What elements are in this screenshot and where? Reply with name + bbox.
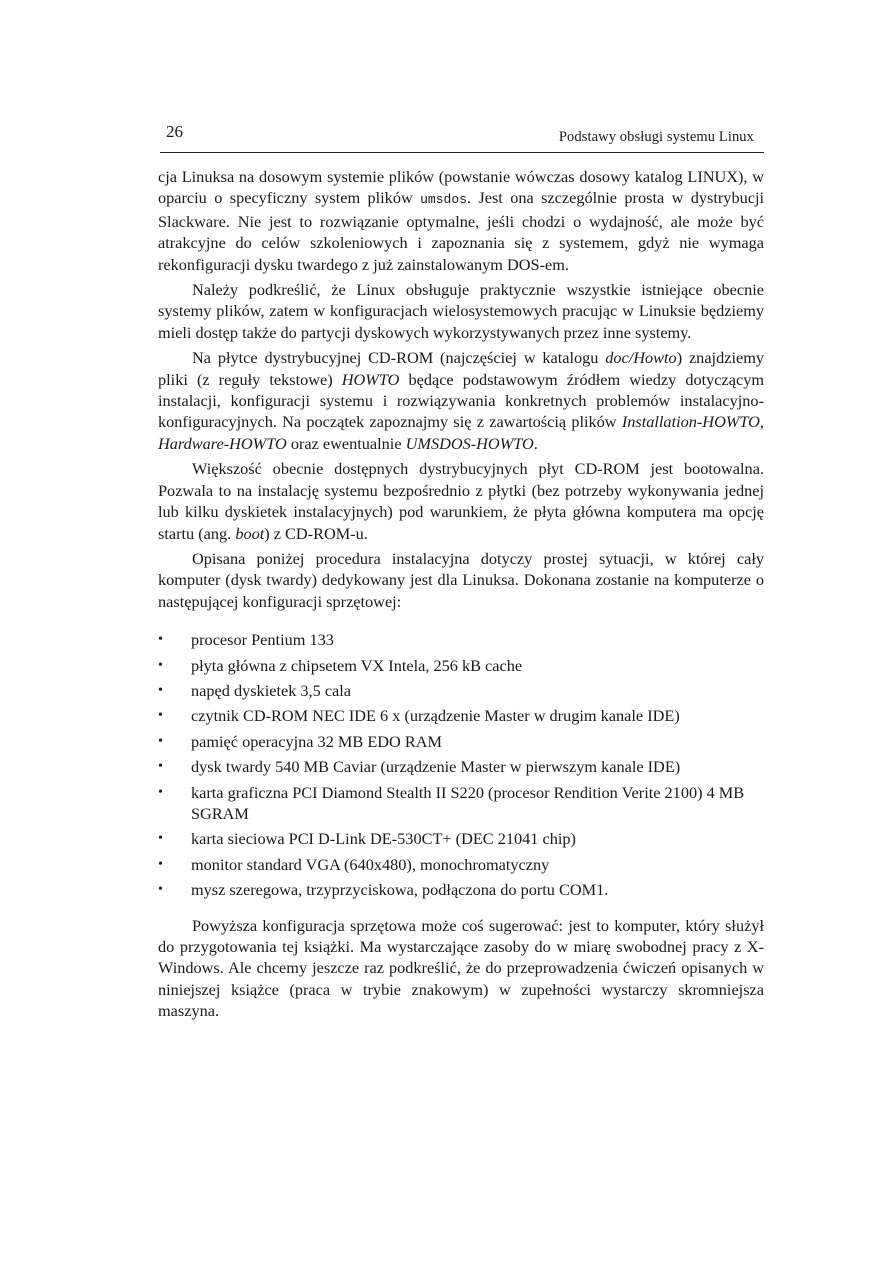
hardware-list — [158, 629, 764, 900]
boot-term: boot — [235, 523, 265, 543]
path-term: doc/Howto — [605, 348, 677, 368]
paragraph-6: Powyższa konfiguracja sprzętowa może coś sugerować: jest to komputer, który służył do przygotowania tej książki. Ma wystarczające zasoby do w miarę swobodnej pracy z X-Windows. Ale chcemy jeszcze raz podkreślić, że do przeprowadzenia ćwiczeń opisanych w niniejszej książce (praca w trybie znakowym) w zupełności wystarczy skromniejsza maszyna. — [158, 915, 764, 1021]
list-item: • mysz szeregowa, trzyprzyciskowa, podłączona do portu COM1. — [158, 880, 609, 900]
paragraph-3: Na płytce dystrybucyjnej CD-ROM (najczęściej w katalogu doc/Howto) znajdziemy pliki (z reguły tekstowe) HOWTO będące podstawowym źródłem wiedzy dotyczącym instalacji, konfiguracji systemu i rozwiązywania konkretnych problemów instalacyjno-konfiguracyjnych. Na początek zapoznajmy się z zawartością plików Installation-HOWTO, Hardware-HOWTO oraz ewentualnie UMSDOS-HOWTO. — [158, 348, 765, 453]
howto-term: HOWTO — [341, 369, 400, 389]
list-item: • monitor standard VGA (640x480), monochromatyczny — [158, 854, 550, 874]
list-item: • dysk twardy 540 MB Caviar (urządzenie Master w pierwszym kanale IDE) — [158, 757, 681, 777]
bullet-icon: • — [158, 632, 163, 648]
list-item: • czytnik CD-ROM NEC IDE 6 x (urządzenie Master w drugim kanale IDE) — [158, 706, 680, 726]
bullet-icon: • — [158, 682, 163, 698]
bullet-icon: • — [158, 831, 163, 847]
paragraph-5: Opisana poniżej procedura instalacyjna dotyczy prostej sytuacji, w której cały komputer (dysk twardy) dedykowany jest dla Linuksa. Dokonana zostanie na komputerze o następującej konfiguracji sprzętowej: — [158, 548, 764, 611]
list-item: • procesor Pentium 133 — [158, 630, 334, 650]
page-header — [160, 120, 764, 153]
bullet-icon: • — [158, 784, 163, 800]
list-item: • płyta główna z chipsetem VX Intela, 256 kB cache — [158, 655, 523, 675]
bullet-icon: • — [158, 759, 163, 775]
bullet-icon: • — [158, 657, 163, 673]
running-title: Podstawy obsługi systemu Linux — [558, 129, 754, 145]
list-item: • napęd dyskietek 3,5 cala — [158, 680, 352, 700]
list-item: • karta sieciowa PCI D-Link DE-530CT+ (DEC 21041 chip) — [158, 829, 576, 849]
bullet-icon: • — [158, 733, 163, 749]
bullet-icon: • — [158, 708, 163, 724]
code-term: umsdos — [420, 192, 467, 208]
list-item: • pamięć operacyjna 32 MB EDO RAM — [158, 731, 442, 751]
paragraph-4: Większość obecnie dostępnych dystrybucyjnych płyt CD-ROM jest bootowalna. Pozwala to na instalację systemu bezpośrednio z płytki (bez potrzeby wykonywania jednej lub kilku dyskietek instalacyjnych) pod warunkiem, że płyta główna komputera ma opcję startu (ang. boot) z CD-ROM-u. — [158, 459, 764, 543]
installation-howto-term: Installation-HOWTO — [621, 412, 760, 432]
page-body — [158, 166, 764, 1022]
bullet-icon: • — [158, 856, 163, 872]
bullet-icon: • — [158, 882, 163, 898]
umsdos-howto-term: UMSDOS-HOWTO — [405, 433, 534, 453]
paragraph-1: cja Linuksa na dosowym systemie plików (powstanie wówczas dosowy katalog LINUX), w oparciu o specyficzny system plików umsdos. Jest ona szczególnie prosta w dystrybucji Slackware. Nie jest to rozwiązanie optymalne, jeśli chodzi o wydajność, ale może być atrakcyjne do celów szkoleniowych i zapoznania się z systemem, gdyż nie wymaga rekonfiguracji dysku twardego z już zainstalowanym DOS-em. — [158, 167, 764, 274]
paragraph-2: Należy podkreślić, że Linux obsługuje praktycznie wszystkie istniejące obecnie systemy plików, zatem w konfiguracjach wielosystemowych pracując w Linuksie będziemy mieli dostęp także do partycji dyskowych wykorzystywanych przez inne systemy. — [158, 280, 764, 342]
page-number: 26 — [166, 122, 183, 141]
list-item: • karta graficzna PCI Diamond Stealth II S220 (procesor Rendition Verite 2100) 4 MB SGRAM — [158, 782, 745, 823]
hardware-howto-term: Hardware-HOWTO — [158, 433, 287, 453]
